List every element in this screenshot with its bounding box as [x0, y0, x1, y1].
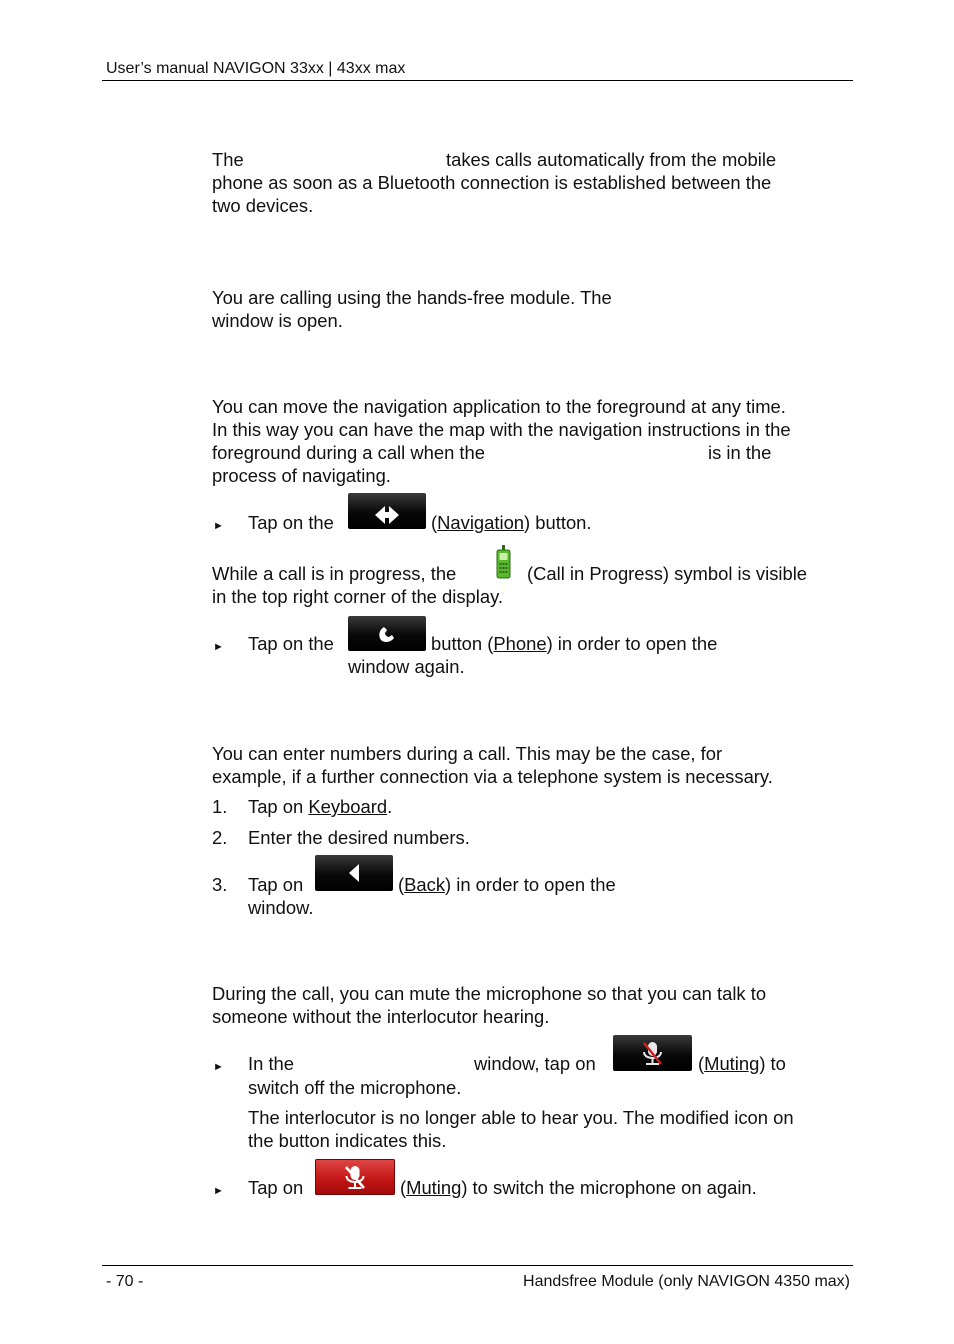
step-3-number: 3. [212, 874, 228, 895]
s5-line1: During the call, you can mute the microphone so that you can talk to [212, 983, 767, 1004]
step-phone-text: button (Phone) in order to open the [431, 633, 718, 654]
page-number: - 70 - [106, 1273, 144, 1290]
step-1-number: 1. [212, 796, 228, 817]
back-arrow-icon [315, 855, 393, 891]
s2-line2: window is open. [212, 310, 343, 331]
back-button[interactable] [315, 855, 393, 891]
step-mute-text: (Muting) to [698, 1053, 786, 1074]
step-phone-prefix: Tap on the [248, 633, 334, 654]
bullet-marker: ► [213, 1185, 224, 1197]
microphone-muted-icon [315, 1159, 395, 1195]
step-mute-line2: switch off the microphone. [248, 1077, 462, 1098]
step-3-line2: window. [248, 897, 314, 918]
step-unmute-prefix: Tap on [248, 1177, 304, 1198]
footer-rule [102, 1265, 853, 1266]
s1-line3: two devices. [212, 195, 314, 216]
step-phone-line2: window again. [348, 656, 465, 677]
step-3-prefix: Tap on [248, 874, 304, 895]
note-line1: The interlocutor is no longer able to hear you. The modified icon on [248, 1107, 794, 1128]
muting-link[interactable]: Muting [704, 1053, 760, 1074]
keyboard-link[interactable]: Keyboard [308, 796, 388, 817]
bullet-marker: ► [213, 520, 224, 532]
s3-line2: In this way you can have the map with the navigation instructions in the [212, 419, 791, 440]
step-unmute-text: (Muting) to switch the microphone on again. [400, 1177, 757, 1198]
phone-button[interactable] [348, 616, 426, 651]
call-symbol-prefix: While a call is in progress, the [212, 563, 457, 584]
step-mute-mid: window, tap on [474, 1053, 596, 1074]
step-1-text: Tap on Keyboard. [248, 796, 393, 817]
muting-link-2[interactable]: Muting [406, 1177, 462, 1198]
s3-line4: process of navigating. [212, 465, 391, 486]
note-line2: the button indicates this. [248, 1130, 447, 1151]
mobile-phone-icon [493, 545, 513, 579]
s2-line1: You are calling using the hands-free module. The [212, 287, 612, 308]
footer-chapter: Handsfree Module (only NAVIGON 4350 max) [523, 1273, 850, 1290]
s4-line1: You can enter numbers during a call. This may be the case, for [212, 743, 723, 764]
step-nav-prefix: Tap on the [248, 512, 334, 533]
step-2-number: 2. [212, 827, 228, 848]
header-rule [102, 80, 853, 81]
navigation-link[interactable]: Navigation [437, 512, 525, 533]
back-link[interactable]: Back [404, 874, 446, 895]
bullet-marker: ► [213, 1061, 224, 1073]
muting-button[interactable] [613, 1035, 692, 1071]
step-nav-text: (Navigation) button. [431, 512, 592, 533]
s1-line1a: The [212, 149, 244, 170]
s1-line1b: takes calls automatically from the mobile [446, 149, 777, 170]
step-2-text: Enter the desired numbers. [248, 827, 470, 848]
s3-line1: You can move the navigation application to the foreground at any time. [212, 396, 786, 417]
microphone-icon [613, 1035, 692, 1071]
s1-line2: phone as soon as a Bluetooth connection is established between the [212, 172, 772, 193]
call-symbol-line2: in the top right corner of the display. [212, 586, 504, 607]
navigation-button[interactable] [348, 493, 426, 529]
s5-line2: someone without the interlocutor hearing. [212, 1006, 550, 1027]
step-mute-prefix: In the [248, 1053, 295, 1074]
call-symbol-suffix: (Call in Progress) symbol is visible [527, 563, 808, 584]
navigation-arrows-icon [348, 493, 426, 529]
s3-line3a: foreground during a call when the [212, 442, 485, 463]
phone-handset-icon [348, 616, 426, 651]
bullet-marker: ► [213, 641, 224, 653]
muting-active-button[interactable] [315, 1159, 395, 1195]
header-title: User’s manual NAVIGON 33xx | 43xx max [106, 60, 406, 77]
s3-line3b: is in the [708, 442, 772, 463]
step-3-text: (Back) in order to open the [398, 874, 616, 895]
phone-link[interactable]: Phone [493, 633, 547, 654]
s4-line2: example, if a further connection via a telephone system is necessary. [212, 766, 773, 787]
